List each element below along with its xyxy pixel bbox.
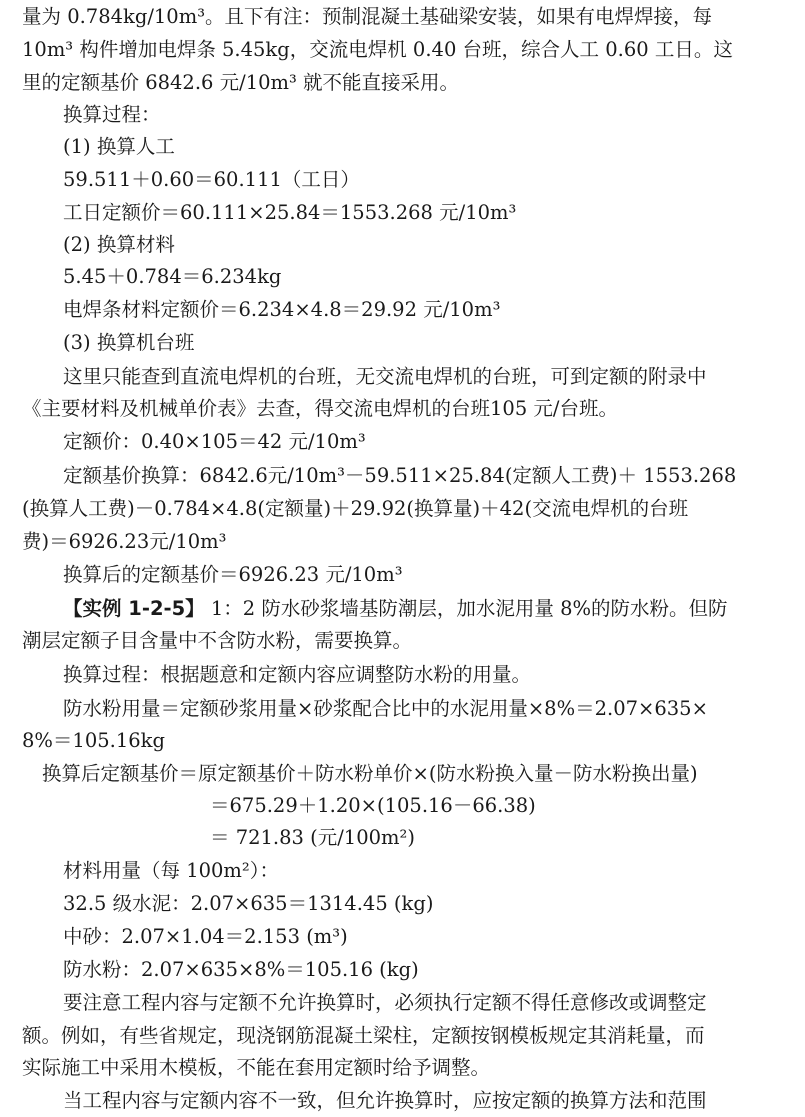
text-line: 定额基价换算：6842.6元/10m³－59.511×25.84(定额人工费)＋ 1553.268 [63,464,737,487]
text-line: 费)＝6926.23元/10m³ [22,530,227,553]
text-line: 工日定额价＝60.111×25.84＝1553.268 元/10m³ [63,201,517,224]
text-line: (1) 换算人工 [63,135,175,158]
text-line: 防水粉用量＝定额砂浆用量×砂浆配合比中的水泥用量×8%＝2.07×635× [63,697,708,720]
text-line: 32.5 级水泥：2.07×635＝1314.45 (kg) [63,892,434,915]
text-line: 量为 0.784kg/10m³。且下有注：预制混凝土基础梁安装，如果有电焊焊接，每 [22,5,713,28]
text-line: 5.45＋0.784＝6.234kg [63,265,282,288]
example-line [63,594,728,624]
text-line: 定额价：0.40×105＝42 元/10m³ [63,430,366,453]
text-line: 这里只能查到直流电焊机的台班，无交流电焊机的台班，可到定额的附录中 [63,365,707,388]
equation-line: ＝ 721.83 (元/100m²) [210,826,415,849]
text-line: 实际施工中采用木模板，不能在套用定额时给予调整。 [22,1056,491,1079]
text-line: 防水粉：2.07×635×8%＝105.16 (kg) [63,958,419,981]
text-line: 材料用量（每 100m²）： [63,859,279,882]
text-line: (3) 换算机台班 [63,331,195,354]
text-line: 当工程内容与定额内容不一致，但允许换算时，应按定额的换算方法和范围 [63,1089,707,1112]
text-line: 59.511＋0.60＝60.111（工日） [63,168,360,191]
text-line: 电焊条材料定额价＝6.234×4.8＝29.92 元/10m³ [63,298,501,321]
text-line: 额。例如，有些省规定，现浇钢筋混凝土梁柱，定额按钢模板规定其消耗量，而 [22,1024,705,1047]
text-line: 换算后的定额基价＝6926.23 元/10m³ [63,563,403,586]
equation-line: 换算后定额基价＝原定额基价＋防水粉单价×(防水粉换入量－防水粉换出量) [42,762,698,785]
text-line: 要注意工程内容与定额不允许换算时，必须执行定额不得任意修改或调整定 [63,991,707,1014]
text-line: 里的定额基价 6842.6 元/10m³ 就不能直接采用。 [22,71,460,94]
example-text: 1：2 防水砂浆墙基防潮层，加水泥用量 8%的防水粉。但防 [204,597,728,620]
text-line: 换算过程： [63,103,161,126]
text-line: 《主要材料及机械单价表》去查，得交流电焊机的台班105 元/台班。 [22,397,618,420]
text-line: 潮层定额子目含量中不含防水粉，需要换算。 [22,629,413,652]
text-line: (2) 换算材料 [63,233,175,256]
text-line: (换算人工费)－0.784×4.8(定额量)＋29.92(换算量)＋42(交流电焊机的台班 [22,497,689,520]
equation-line: ＝675.29＋1.20×(105.16－66.38) [210,794,536,817]
text-line: 换算过程：根据题意和定额内容应调整防水粉的用量。 [63,663,532,686]
example-heading: 【实例 1-2-5】 [63,597,205,620]
text-line: 8%＝105.16kg [22,729,165,752]
text-line: 10m³ 构件增加电焊条 5.45kg，交流电焊机 0.40 台班，综合人工 0.60 工日。这 [22,38,733,61]
text-line: 中砂：2.07×1.04＝2.153 (m³) [63,925,348,948]
